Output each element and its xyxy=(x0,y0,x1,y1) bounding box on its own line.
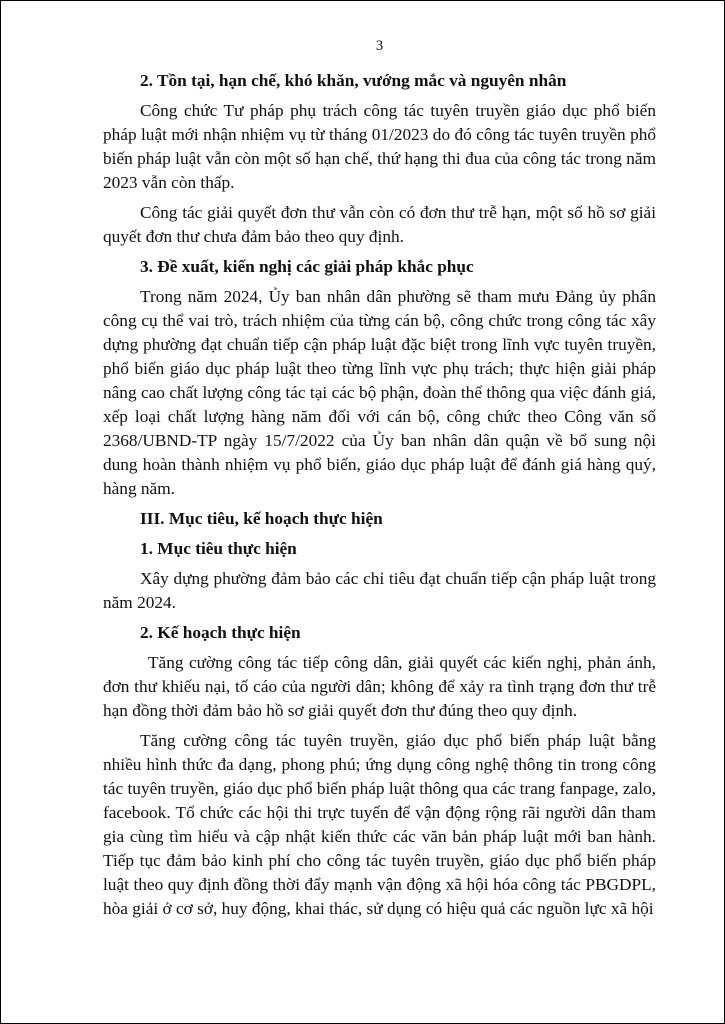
paragraph-giai-quyet-don-thu: Công tác giải quyết đơn thư vẫn còn có đơn thư trễ hạn, một số hồ sơ giải quyết đơn thư chưa đảm bảo theo quy định. xyxy=(103,203,656,246)
paragraph-cong-chuc-tu-phap: Công chức Tư pháp phụ trách công tác tuyên truyền giáo dục phổ biến pháp luật mới nhận nhiệm vụ từ tháng 01/2023 do đó công tác tuyên truyền phổ biến pháp luật vẫn còn một số hạn chế, thứ hạng thi đua của công tác trong năm 2023 vẫn còn thấp. xyxy=(103,101,656,192)
page-number: 3 xyxy=(375,38,384,54)
paragraph-tiep-cong-dan: Tăng cường công tác tiếp công dân, giải quyết các kiến nghị, phản ánh, đơn thư khiếu nại, tố cáo của người dân; không để xảy ra tình trạng đơn thư trễ hạn đồng thời đảm bảo hồ sơ giải quyết đơn thư đúng theo quy định. xyxy=(103,653,656,720)
heading-muc-tieu-thuc-hien: 1. Mục tiêu thực hiện xyxy=(140,539,297,558)
document-body xyxy=(103,37,656,921)
paragraph-nam-2024: Trong năm 2024, Ủy ban nhân dân phường sẽ tham mưu Đảng ủy phân công cụ thể vai trò, trách nhiệm của từng cán bộ, công chức trong công tác xây dựng phường đạt chuẩn tiếp cận pháp luật đặc biệt trong lĩnh vực tuyên truyền, phổ biến giáo dục pháp luật theo từng lĩnh vực phụ trách; thực hiện giải pháp nâng cao chất lượng công tác tại các bộ phận, đoàn thể thông qua việc đánh giá, xếp loại chất lượng hàng năm đối với cán bộ, công chức theo Công văn số 2368/UBND-TP ngày 15/7/2022 của Ủy ban nhân dân quận về bổ sung nội dung hoàn thành nhiệm vụ phổ biến, giáo dục pháp luật để đánh giá hàng quý, hàng năm. xyxy=(103,287,656,498)
heading-muc-tieu-ke-hoach: III. Mục tiêu, kế hoạch thực hiện xyxy=(140,509,383,528)
heading-ke-hoach-thuc-hien: 2. Kế hoạch thực hiện xyxy=(140,623,301,642)
heading-ton-tai-han-che: 2. Tồn tại, hạn chế, khó khăn, vướng mắc và nguyên nhân xyxy=(140,71,567,90)
heading-de-xuat-kien-nghi: 3. Đề xuất, kiến nghị các giải pháp khắc phục xyxy=(140,257,474,276)
paragraph-tuyen-truyen: Tăng cường công tác tuyên truyền, giáo dục phổ biến pháp luật bằng nhiều hình thức đa dạng, phong phú; ứng dụng công nghệ thông tin trong công tác tuyên truyền, giáo dục phổ biến pháp luật thông qua các trang fanpage, zalo, facebook. Tổ chức các hội thi trực tuyến để vận động rộng rãi người dân tham gia cùng tìm hiểu và cập nhật kiến thức các văn bản pháp luật mới ban hành. Tiếp tục đảm bảo kinh phí cho công tác tuyên truyền, giáo dục phổ biến pháp luật theo quy định đồng thời đẩy mạnh vận động xã hội hóa công tác PBGDPL, hòa giải ở cơ sở, huy động, khai thác, sử dụng có hiệu quả các nguồn lực xã hội xyxy=(103,731,656,918)
paragraph-xay-dung-phuong: Xây dựng phường đảm bảo các chỉ tiêu đạt chuẩn tiếp cận pháp luật trong năm 2024. xyxy=(103,569,656,612)
